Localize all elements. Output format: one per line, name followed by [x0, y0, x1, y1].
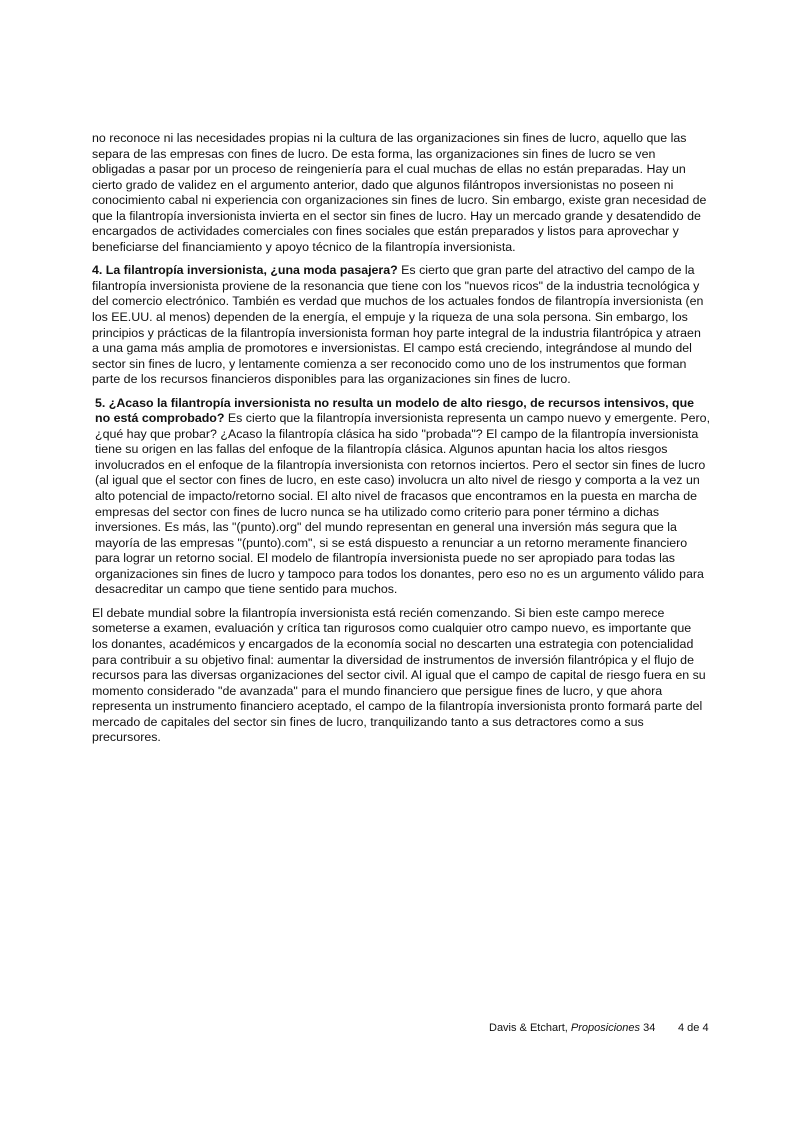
page-number: 4 de 4	[678, 1022, 709, 1034]
paragraph-intro-continuation	[92, 131, 710, 255]
paragraph-text: Es cierto que gran parte del atractivo del campo de la filantropía inversionista proviene de la resonancia que tiene con los "nuevos ricos" de la industria tecnológica y del comercio electrónico. También es verdad que muchos de los actuales fondos de filantropía inversionista (en los EE.UU. al menos) dependen de la energía, el empuje y la riqueza de una sola persona. Sin embargo, los principios y prácticas de la filantropía inversionista forman hoy parte integral de la industria filantrópica y atraen a una gama más amplia de promotores e inversionistas. El campo está creciendo, integrándose al mundo del sector sin fines de lucro, y lentamente comienza a ser reconocido como uno de los instrumentos que forman parte de los recursos financieros disponibles para las organizaciones sin fines de lucro.	[92, 263, 704, 387]
paragraph-section-4	[92, 263, 710, 387]
paragraph-text: El debate mundial sobre la filantropía inversionista está recién comenzando. Si bien este campo merece someterse a examen, evaluación y crítica tan rigurosos como cualquier otro campo nuevo, es importante que los donantes, académicos y encargados de la economía social no descarten una estrategia con potencialidad para contribuir a su objetivo final: aumentar la diversidad de instrumentos de inversión filantrópica y el flujo de recursos para las diversas organizaciones del sector civil. Al igual que el campo de capital de riesgo fuera en su momento considerado "de avanzada" para el mundo financiero que persigue fines de lucro, y que ahora representa un instrumento financiero aceptado, el campo de la filantropía inversionista pronto formará parte del mercado de capitales del sector sin fines de lucro, tranquilizando tanto a sus detractores como a sus precursores.	[92, 605, 706, 745]
document-body	[92, 131, 710, 754]
section-heading: 5. ¿Acaso la filantropía inversionista no resulta un modelo de alto riesgo, de recursos intensivos, que no está comprobado?	[95, 395, 695, 426]
footer-issue: 34	[643, 1022, 656, 1034]
footer-publication: Proposiciones	[570, 1022, 641, 1034]
paragraph-text: Es cierto que la filantropía inversionista representa un campo nuevo y emergente. Pero, ¿qué hay que probar? ¿Acaso la filantropía clásica ha sido "probada"? El campo de la filantropía inversionista tiene su origen en las fallas del enfoque de la filantropía clásica. Algunos apuntan hacia los altos riesgos involucrados en el enfoque de la filantropía inversionista con retornos inciertos. Pero el sector sin fines de lucro (al igual que el sector con fines de lucro, en este caso) involucra un alto nivel de riesgo y comporta a la vez un alto potencial de impacto/retorno social. El alto nivel de fracasos que encontramos en la puesta en marcha de empresas del sector con fines de lucro nunca se ha utilizado como criterio para poner término a dichas inversiones. Es más, las "(punto).org" del mundo representan en general una inversión más segura que la mayoría de las empresas "(punto).com", si se está dispuesto a renunciar a un retorno meramente financiero para lograr un retorno social. El modelo de filantropía inversionista puede no ser apropiado para todas las organizaciones sin fines de lucro y tampoco para todos los donantes, pero eso no es un argumento válido para desacreditar un campo que tiene sentido para muchos.	[95, 411, 711, 597]
paragraph-conclusion	[92, 606, 710, 746]
footer-citation	[489, 1021, 655, 1035]
section-heading: 4. La filantropía inversionista, ¿una moda pasajera?	[92, 263, 398, 278]
paragraph-section-5	[92, 396, 710, 598]
paragraph-text: no reconoce ni las necesidades propias ni la cultura de las organizaciones sin fines de lucro, aquello que las separa de las empresas con fines de lucro. De esta forma, las organizaciones sin fines de lucro se ven obligadas a pasar por un proceso de reingeniería para el cual muchas de ellas no están preparadas. Hay un cierto grado de validez en el argumento anterior, dado que algunos filántropos inversionistas no poseen ni conocimiento cabal ni experiencia con organizaciones sin fines de lucro. Sin embargo, existe gran necesidad de que la filantropía inversionista invierta en el sector sin fines de lucro. Hay un mercado grande y desatendido de encargados de actividades comerciales con fines sociales que están preparados y listos para aprovechar y beneficiarse del financiamiento y apoyo técnico de la filantropía inversionista.	[92, 131, 707, 254]
footer-authors: Davis & Etchart,	[489, 1022, 568, 1034]
